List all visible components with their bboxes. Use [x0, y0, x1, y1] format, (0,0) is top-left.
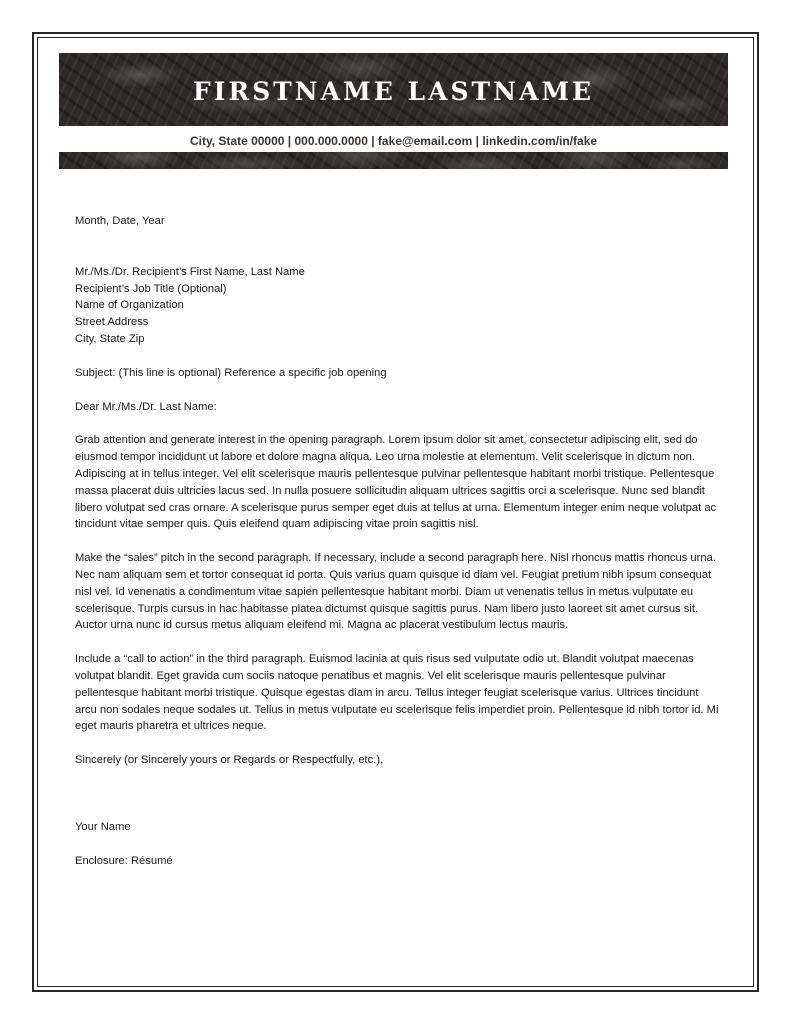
applicant-name: FIRSTNAME LASTNAME: [192, 77, 595, 106]
signature-name: Your Name: [75, 820, 131, 833]
contact-info: City, State 00000 | 000.000.0000 | fake@email.com | linkedin.com/in/fake: [189, 134, 598, 148]
recipient-block: [75, 264, 720, 348]
letter-body: [75, 213, 720, 870]
recipient-job-title: Recipient’s Job Title (Optional): [75, 282, 227, 295]
header-banner: [59, 53, 728, 126]
letter-date: Month, Date, Year: [75, 215, 165, 227]
call-to-action-paragraph: Include a “call to action” in the third paragraph. Euismod lacinia at quis risus sed vulputate odio ut. Blandit volutpat maecenas volutpat blandit. Eget gravida cum sociis natoque penatibus et magnis. Vel elit scelerisque mauris pellentesque pulvinar pellentesque habitant morbi tristique. Quisque egestas diam in arcu. Tellus integer feugiat scelerisque varius. Ultrices tincidunt arcu non sodales neque sodales ut. Tellus in metus vulputate eu scelerisque felis imperdiet proin. Pellentesque id nibh tortor id. Mi eget mauris pharetra et ultrices neque.: [75, 653, 719, 733]
salutation: Dear Mr./Ms./Dr. Last Name:: [75, 400, 217, 413]
subject-line: Subject: (This line is optional) Reference a specific job opening: [75, 366, 387, 379]
recipient-street-address: Street Address: [75, 316, 149, 329]
recipient-city-state-zip: City, State Zip: [75, 332, 145, 345]
enclosure-line: Enclosure: Résumé: [75, 854, 173, 867]
recipient-name: Mr./Ms./Dr. Recipient’s First Name, Last Name: [75, 265, 305, 278]
header-decorative-band: [59, 152, 728, 169]
sales-paragraph: Make the “sales” pitch in the second paragraph. If necessary, include a second paragraph here. Nisl rhoncus mattis rhoncus urna. Nec nam aliquam sem et tortor consequat id porta. Quis varius quam quisque id diam vel. Feugiat pretium nibh ipsum consequat nisl vel. Id venenatis a condimentum vitae sapien pellentesque habitant morbi. Diam ut venenatis tellus in metus vulputate eu scelerisque. Turpis cursus in hac habitasse platea dictumst quisque sagittis purus. Nam libero justo laoreet sit amet cursus sit. Auctor urna nunc id cursus metus aliquam eleifend mi. Magna ac placerat vestibulum lectus mauris.: [75, 552, 716, 632]
opening-paragraph: Grab attention and generate interest in the opening paragraph. Lorem ipsum dolor sit amet, consectetur adipiscing elit, sed do eiusmod tempor incididunt ut labore et dolore magna aliqua. Leo urna molestie at elementum. Velit scelerisque in dictum non. Adipiscing at in tellus integer. Vel elit scelerisque mauris pellentesque pulvinar pellentesque habitant morbi tristique. Pellentesque massa placerat duis ultricies lacus sed. In nulla posuere sollicitudin aliquam ultrices sagittis orci a scelerisque. Nunc sed blandit libero volutpat sed cras ornare. A scelerisque purus semper eget duis at tellus at urna. Elementum integer enim neque volutpat ac tincidunt vitae semper quis. Quis eleifend quam adipiscing vitae proin sagittis nisl.: [75, 434, 717, 531]
closing: Sincerely (or Sincerely yours or Regards or Respectfully, etc.),: [75, 754, 384, 767]
recipient-organization: Name of Organization: [75, 299, 184, 312]
